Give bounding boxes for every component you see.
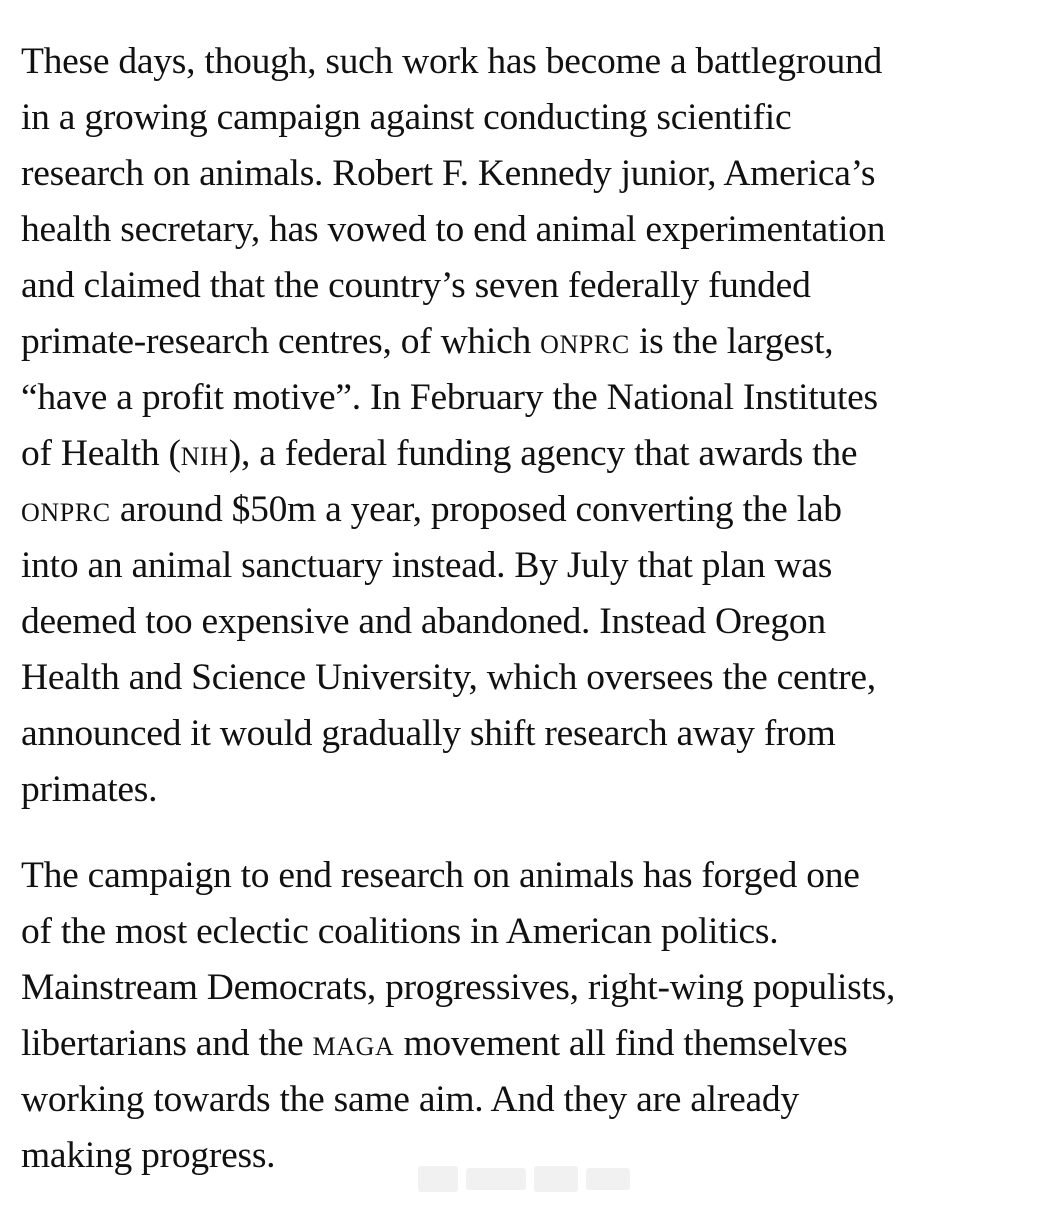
text-line: announced it would gradually shift research away from xyxy=(21,713,836,754)
text-line: working towards the same aim. And they are already xyxy=(21,1079,799,1120)
text-segment: ), a federal funding agency that awards the xyxy=(228,433,858,474)
text-line: making progress. xyxy=(21,1135,276,1176)
text-segment: is the largest, xyxy=(629,321,834,362)
text-segment: of Health ( xyxy=(21,433,181,474)
text-segment: primate-research centres, of which xyxy=(21,321,541,362)
text-line: The campaign to end research on animals has forged one xyxy=(21,855,860,896)
text-segment: around $50m a year, proposed converting the lab xyxy=(110,489,842,530)
text-line: in a growing campaign against conducting scientific xyxy=(21,97,792,138)
text-line: and claimed that the country’s seven federally funded xyxy=(21,265,811,306)
text-line: Health and Science University, which oversees the centre, xyxy=(21,657,876,698)
text-segment: libertarians and the xyxy=(21,1023,313,1064)
acronym-onprc: onprc xyxy=(21,489,111,530)
text-line: research on animals. Robert F. Kennedy junior, America’s xyxy=(21,153,876,194)
article-body xyxy=(21,34,1033,1214)
paragraph-2 xyxy=(21,848,1033,1184)
text-line: into an animal sanctuary instead. By July that plan was xyxy=(21,545,833,586)
text-segment: movement all find themselves xyxy=(394,1023,848,1064)
acronym-maga: maga xyxy=(312,1023,395,1064)
text-line: “have a profit motive”. In February the National Institutes xyxy=(21,377,878,418)
acronym-onprc: onprc xyxy=(540,321,630,362)
text-line xyxy=(21,426,1033,482)
text-line: deemed too expensive and abandoned. Instead Oregon xyxy=(21,601,826,642)
paragraph-1 xyxy=(21,34,1033,818)
text-line: health secretary, has vowed to end animal experimentation xyxy=(21,209,886,250)
acronym-nih: nih xyxy=(180,433,229,474)
text-line xyxy=(21,1016,1033,1072)
text-line: Mainstream Democrats, progressives, right-wing populists, xyxy=(21,967,896,1008)
text-line: These days, though, such work has become a battleground xyxy=(21,41,883,82)
text-line xyxy=(21,314,1033,370)
watermark xyxy=(418,1158,633,1198)
text-line xyxy=(21,482,1033,538)
text-line: primates. xyxy=(21,769,158,810)
text-line: of the most eclectic coalitions in American politics. xyxy=(21,911,779,952)
